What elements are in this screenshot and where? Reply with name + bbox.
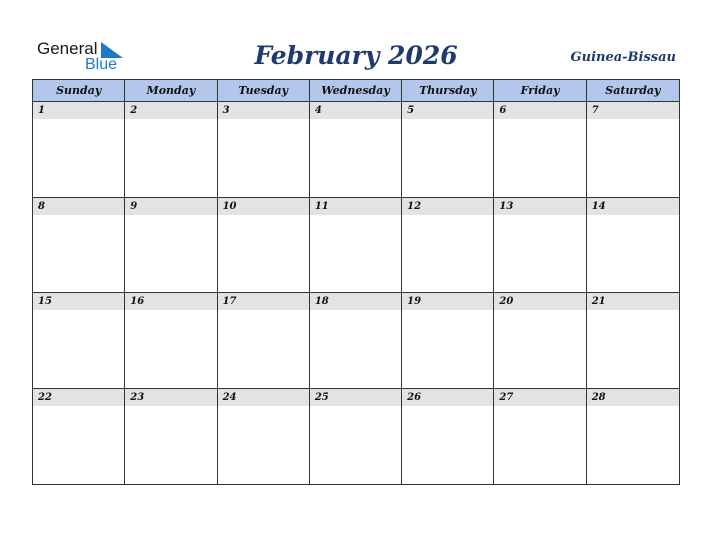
day-number: 25 xyxy=(310,389,401,406)
day-number: 22 xyxy=(33,389,124,406)
day-cell xyxy=(587,102,679,198)
day-number: 7 xyxy=(587,102,679,119)
day-cell xyxy=(33,102,125,198)
day-cell xyxy=(310,102,402,198)
weekday-header: Friday xyxy=(494,80,586,102)
day-number: 21 xyxy=(587,293,679,310)
day-number: 20 xyxy=(494,293,585,310)
day-number: 14 xyxy=(587,198,679,215)
day-number: 9 xyxy=(125,198,216,215)
weekday-header: Saturday xyxy=(587,80,679,102)
day-cell xyxy=(494,389,586,485)
day-number: 16 xyxy=(125,293,216,310)
day-number: 28 xyxy=(587,389,679,406)
day-cell xyxy=(33,293,125,389)
day-cell xyxy=(218,293,310,389)
day-number: 13 xyxy=(494,198,585,215)
day-number: 6 xyxy=(494,102,585,119)
calendar-grid xyxy=(32,79,680,485)
weekday-header: Wednesday xyxy=(310,80,402,102)
day-number: 24 xyxy=(218,389,309,406)
logo-text-general: General xyxy=(37,39,98,58)
weekday-header: Thursday xyxy=(402,80,494,102)
day-number: 12 xyxy=(402,198,493,215)
day-cell xyxy=(218,389,310,485)
day-cell xyxy=(33,389,125,485)
day-cell xyxy=(402,389,494,485)
weekday-header: Sunday xyxy=(33,80,125,102)
day-cell xyxy=(125,293,217,389)
day-cell xyxy=(125,389,217,485)
logo-text-blue: Blue xyxy=(85,56,118,73)
day-number: 15 xyxy=(33,293,124,310)
day-number: 2 xyxy=(125,102,216,119)
day-cell xyxy=(310,198,402,294)
day-cell xyxy=(494,102,586,198)
weekday-header: Tuesday xyxy=(218,80,310,102)
day-number: 23 xyxy=(125,389,216,406)
day-cell xyxy=(218,102,310,198)
day-cell xyxy=(494,198,586,294)
day-cell xyxy=(402,102,494,198)
day-cell xyxy=(587,389,679,485)
weekday-header: Monday xyxy=(125,80,217,102)
day-number: 26 xyxy=(402,389,493,406)
day-cell xyxy=(402,293,494,389)
day-cell xyxy=(33,198,125,294)
day-number: 8 xyxy=(33,198,124,215)
day-number: 10 xyxy=(218,198,309,215)
day-number: 19 xyxy=(402,293,493,310)
day-number: 27 xyxy=(494,389,585,406)
country-label: Guinea-Bissau xyxy=(570,50,676,65)
day-cell xyxy=(310,389,402,485)
day-cell xyxy=(310,293,402,389)
day-number: 5 xyxy=(402,102,493,119)
day-cell xyxy=(494,293,586,389)
day-number: 17 xyxy=(218,293,309,310)
day-cell xyxy=(587,198,679,294)
day-number: 3 xyxy=(218,102,309,119)
page-title: February 2026 xyxy=(254,41,458,70)
day-cell xyxy=(125,198,217,294)
day-number: 1 xyxy=(33,102,124,119)
day-cell xyxy=(587,293,679,389)
day-number: 11 xyxy=(310,198,401,215)
day-cell xyxy=(218,198,310,294)
day-cell xyxy=(125,102,217,198)
day-cell xyxy=(402,198,494,294)
day-number: 4 xyxy=(310,102,401,119)
day-number: 18 xyxy=(310,293,401,310)
